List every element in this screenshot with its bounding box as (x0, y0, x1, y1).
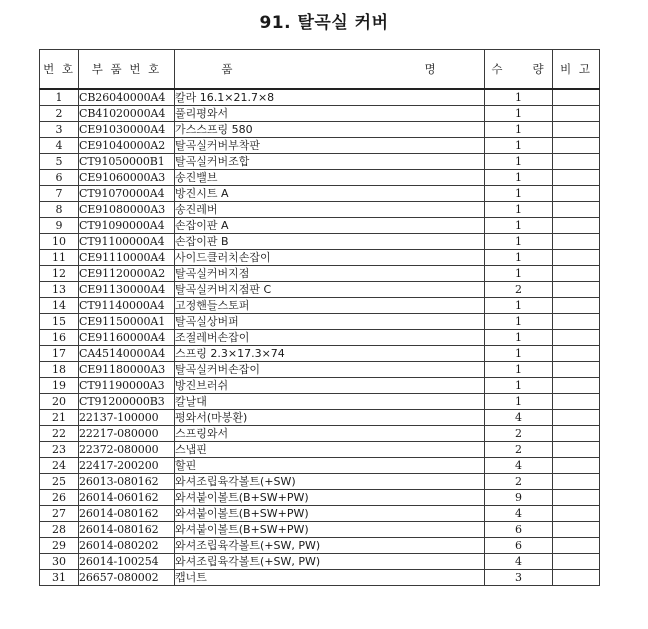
table-row (40, 186, 600, 202)
row-number: 30 (40, 554, 79, 570)
row-quantity: 1 (485, 250, 553, 266)
row-remark (553, 554, 600, 570)
row-number: 14 (40, 298, 79, 314)
row-number: 26 (40, 490, 79, 506)
row-quantity: 1 (485, 234, 553, 250)
header-remark: 비 고 (553, 50, 600, 90)
row-part-name: 칼날대 (175, 394, 485, 410)
row-part-name: 탈곡실커버부착판 (175, 138, 485, 154)
row-number: 3 (40, 122, 79, 138)
row-part-name: 와셔붙이볼트(B+SW+PW) (175, 522, 485, 538)
row-part-name: 조절레버손잡이 (175, 330, 485, 346)
table-row (40, 458, 600, 474)
row-quantity: 2 (485, 474, 553, 490)
row-number: 19 (40, 378, 79, 394)
table-row (40, 234, 600, 250)
header-name-left: 품 (221, 62, 235, 76)
row-remark (553, 106, 600, 122)
row-number: 13 (40, 282, 79, 298)
row-number: 4 (40, 138, 79, 154)
row-remark (553, 250, 600, 266)
row-quantity: 1 (485, 138, 553, 154)
row-remark (553, 170, 600, 186)
table-row (40, 538, 600, 554)
row-remark (553, 282, 600, 298)
table-row (40, 250, 600, 266)
row-part-number: CT91050000B1 (79, 154, 175, 170)
row-part-number: 26013-080162 (79, 474, 175, 490)
row-remark (553, 266, 600, 282)
row-quantity: 4 (485, 410, 553, 426)
row-number: 28 (40, 522, 79, 538)
row-part-name: 칼라 16.1×21.7×8 (175, 89, 485, 106)
row-part-name: 캡너트 (175, 570, 485, 586)
row-quantity: 1 (485, 362, 553, 378)
row-part-name: 방진시트 A (175, 186, 485, 202)
row-number: 18 (40, 362, 79, 378)
table-row (40, 506, 600, 522)
row-remark (553, 330, 600, 346)
row-quantity: 3 (485, 570, 553, 586)
table-row (40, 170, 600, 186)
header-quantity (485, 50, 553, 90)
row-remark (553, 362, 600, 378)
row-remark (553, 474, 600, 490)
row-remark (553, 538, 600, 554)
table-row (40, 89, 600, 106)
row-number: 7 (40, 186, 79, 202)
row-part-number: CE91120000A2 (79, 266, 175, 282)
row-quantity: 1 (485, 170, 553, 186)
row-number: 25 (40, 474, 79, 490)
row-quantity: 2 (485, 426, 553, 442)
header-name-right: 명 (424, 62, 438, 76)
row-quantity: 9 (485, 490, 553, 506)
row-number: 12 (40, 266, 79, 282)
row-part-number: CE91160000A4 (79, 330, 175, 346)
row-part-name: 가스스프링 580 (175, 122, 485, 138)
row-part-name: 와셔조립육각볼트(+SW, PW) (175, 538, 485, 554)
table-row (40, 554, 600, 570)
row-part-name: 와셔붙이볼트(B+SW+PW) (175, 506, 485, 522)
row-number: 22 (40, 426, 79, 442)
row-quantity: 2 (485, 442, 553, 458)
row-quantity: 4 (485, 506, 553, 522)
table-row (40, 426, 600, 442)
row-number: 29 (40, 538, 79, 554)
row-part-number: CT91100000A4 (79, 234, 175, 250)
row-part-number: 26657-080002 (79, 570, 175, 586)
row-quantity: 1 (485, 266, 553, 282)
row-part-number: CT91200000B3 (79, 394, 175, 410)
row-number: 2 (40, 106, 79, 122)
table-row (40, 282, 600, 298)
row-quantity: 1 (485, 202, 553, 218)
row-part-name: 방진브러쉬 (175, 378, 485, 394)
row-part-name: 탈곡실커버손잡이 (175, 362, 485, 378)
row-remark (553, 218, 600, 234)
row-part-name: 송진밸브 (175, 170, 485, 186)
row-quantity: 1 (485, 106, 553, 122)
row-remark (553, 186, 600, 202)
row-number: 17 (40, 346, 79, 362)
row-quantity: 1 (485, 330, 553, 346)
header-part-number: 부 품 번 호 (79, 50, 175, 90)
row-part-name: 스냅핀 (175, 442, 485, 458)
row-remark (553, 458, 600, 474)
row-number: 31 (40, 570, 79, 586)
row-quantity: 1 (485, 89, 553, 106)
row-part-name: 스프링와서 (175, 426, 485, 442)
row-part-number: 22137-100000 (79, 410, 175, 426)
row-quantity: 1 (485, 122, 553, 138)
table-row (40, 490, 600, 506)
row-part-number: CE91180000A3 (79, 362, 175, 378)
row-number: 24 (40, 458, 79, 474)
row-part-number: CE91030000A4 (79, 122, 175, 138)
row-number: 20 (40, 394, 79, 410)
row-part-number: 26014-080162 (79, 522, 175, 538)
row-part-name: 손잡이판 B (175, 234, 485, 250)
header-qty-left: 수 (491, 62, 505, 76)
row-number: 27 (40, 506, 79, 522)
row-remark (553, 122, 600, 138)
table-header-row (40, 50, 600, 90)
table-row (40, 522, 600, 538)
row-remark (553, 378, 600, 394)
table-row (40, 202, 600, 218)
row-remark (553, 202, 600, 218)
table-row (40, 362, 600, 378)
row-number: 6 (40, 170, 79, 186)
row-number: 10 (40, 234, 79, 250)
row-quantity: 1 (485, 378, 553, 394)
row-part-name: 탈곡실커버지점 (175, 266, 485, 282)
table-row (40, 154, 600, 170)
row-number: 21 (40, 410, 79, 426)
row-part-number: CE91110000A4 (79, 250, 175, 266)
row-part-number: CE91150000A1 (79, 314, 175, 330)
row-number: 5 (40, 154, 79, 170)
row-part-name: 와셔조립육각볼트(+SW) (175, 474, 485, 490)
row-quantity: 1 (485, 186, 553, 202)
row-remark (553, 89, 600, 106)
row-part-number: 26014-080202 (79, 538, 175, 554)
row-part-number: CE91130000A4 (79, 282, 175, 298)
row-number: 15 (40, 314, 79, 330)
table-row (40, 122, 600, 138)
row-part-number: CT91070000A4 (79, 186, 175, 202)
row-number: 23 (40, 442, 79, 458)
row-quantity: 4 (485, 458, 553, 474)
row-part-name: 할핀 (175, 458, 485, 474)
row-quantity: 6 (485, 522, 553, 538)
table-row (40, 570, 600, 586)
row-part-number: CE91080000A3 (79, 202, 175, 218)
row-quantity: 1 (485, 346, 553, 362)
row-remark (553, 234, 600, 250)
header-name (175, 50, 485, 90)
row-part-number: 22372-080000 (79, 442, 175, 458)
row-part-number: CB26040000A4 (79, 89, 175, 106)
row-part-number: CT91090000A4 (79, 218, 175, 234)
row-quantity: 1 (485, 218, 553, 234)
row-part-name: 탈곡실커버지점판 C (175, 282, 485, 298)
row-quantity: 1 (485, 154, 553, 170)
row-part-name: 탈곡실상버퍼 (175, 314, 485, 330)
parts-table (39, 49, 600, 586)
row-quantity: 2 (485, 282, 553, 298)
row-quantity: 1 (485, 298, 553, 314)
row-part-name: 고정핸들스토퍼 (175, 298, 485, 314)
row-part-name: 와셔붙이볼트(B+SW+PW) (175, 490, 485, 506)
row-number: 11 (40, 250, 79, 266)
row-remark (553, 426, 600, 442)
row-part-name: 평와서(마봉환) (175, 410, 485, 426)
row-remark (553, 346, 600, 362)
row-remark (553, 490, 600, 506)
table-row (40, 394, 600, 410)
table-row (40, 378, 600, 394)
table-row (40, 106, 600, 122)
table-row (40, 474, 600, 490)
header-no: 번 호 (40, 50, 79, 90)
row-remark (553, 570, 600, 586)
header-qty-right: 량 (532, 62, 546, 76)
table-row (40, 138, 600, 154)
row-remark (553, 522, 600, 538)
table-row (40, 314, 600, 330)
table-row (40, 266, 600, 282)
row-remark (553, 506, 600, 522)
row-part-number: CE91040000A2 (79, 138, 175, 154)
row-number: 16 (40, 330, 79, 346)
table-row (40, 410, 600, 426)
row-remark (553, 314, 600, 330)
row-number: 9 (40, 218, 79, 234)
table-row (40, 298, 600, 314)
row-part-number: 26014-080162 (79, 506, 175, 522)
row-quantity: 1 (485, 314, 553, 330)
row-part-number: 26014-100254 (79, 554, 175, 570)
row-quantity: 1 (485, 394, 553, 410)
row-remark (553, 442, 600, 458)
row-part-number: CB41020000A4 (79, 106, 175, 122)
table-row (40, 218, 600, 234)
row-part-name: 와셔조립육각볼트(+SW, PW) (175, 554, 485, 570)
row-part-name: 풀리평와서 (175, 106, 485, 122)
row-part-number: CT91140000A4 (79, 298, 175, 314)
row-number: 1 (40, 89, 79, 106)
row-part-name: 탈곡실커버조합 (175, 154, 485, 170)
row-part-name: 송진레버 (175, 202, 485, 218)
row-remark (553, 154, 600, 170)
row-part-number: 22417-200200 (79, 458, 175, 474)
row-part-number: CE91060000A3 (79, 170, 175, 186)
table-row (40, 330, 600, 346)
row-part-number: 22217-080000 (79, 426, 175, 442)
row-remark (553, 394, 600, 410)
row-quantity: 4 (485, 554, 553, 570)
table-row (40, 442, 600, 458)
row-part-number: 26014-060162 (79, 490, 175, 506)
row-part-name: 손잡이판 A (175, 218, 485, 234)
row-part-name: 스프링 2.3×17.3×74 (175, 346, 485, 362)
row-remark (553, 410, 600, 426)
row-remark (553, 138, 600, 154)
row-remark (553, 298, 600, 314)
row-part-name: 사이드클러치손잡이 (175, 250, 485, 266)
page-title: 91. 탈곡실 커버 (259, 13, 389, 33)
row-number: 8 (40, 202, 79, 218)
row-part-number: CA45140000A4 (79, 346, 175, 362)
table-row (40, 346, 600, 362)
row-quantity: 6 (485, 538, 553, 554)
row-part-number: CT91190000A3 (79, 378, 175, 394)
